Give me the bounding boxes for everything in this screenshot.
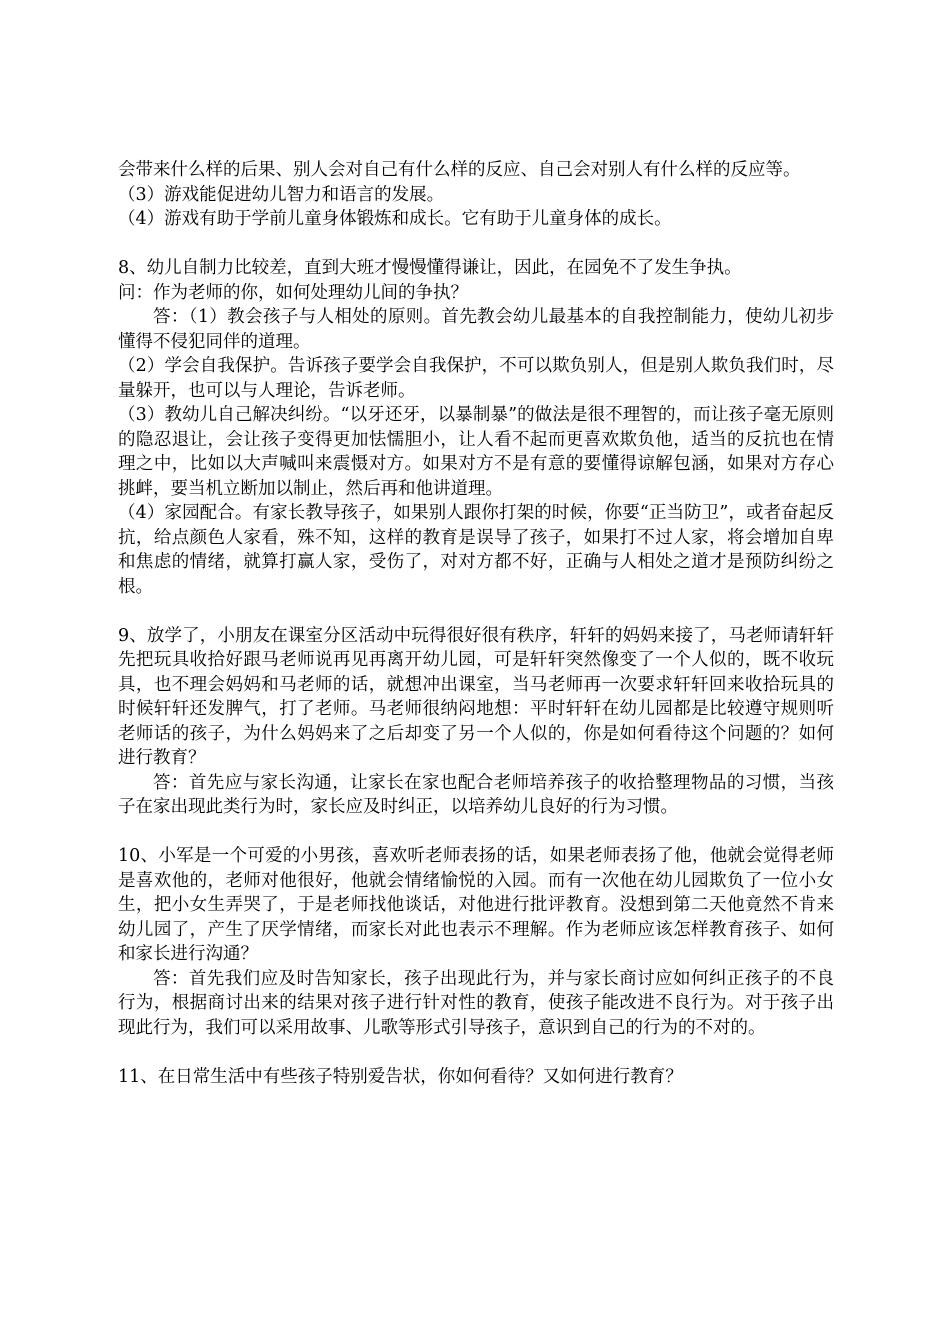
paragraph-gap [118, 599, 834, 624]
paragraph-item-3: （3）游戏能促进幼儿智力和语言的发展。 [118, 184, 445, 205]
answer-8-part-3: （3）教幼儿自己解决纠纷。“以牙还牙，以暴制暴”的做法是很不理智的，而让孩子毫无原则的隐忍退让，会让孩子变得更加怯懦胆小，让人看不起而更喜欢欺负他，适当的反抗也在情理之中，比如以大声喊叫来震慑对方。如果对方不是有意的要懂得谅解包涵，如果对方存心挑衅，要当机立断加以制止，然后再和他讲道理。 [118, 405, 834, 499]
question-8: 8、幼儿自制力比较差，直到大班才慢慢懂得谦让，因此，在园免不了发生争执。 [118, 258, 742, 278]
question-10: 10、小军是一个可爱的小男孩，喜欢听老师表扬的话，如果老师表扬了他，他就会觉得老师是喜欢他的，老师对他很好，他就会情绪愉悦的入园。而有一次他在幼儿园欺负了一位小女生，把小女生弄哭了，于是老师找他谈话，对他进行批评教育。没想到第二天他竟然不肯来幼儿园了，产生了厌学情绪，而家长对此也表示不理解。作为老师应该怎样教育孩子、如何和家长进行沟通？ [118, 846, 834, 964]
answer-9: 答：首先应与家长沟通，让家长在家也配合老师培养孩子的收拾整理物品的习惯，当孩子在家出现此类行为时，家长应及时纠正，以培养幼儿良好的行为习惯。 [118, 772, 834, 817]
question-11: 11、在日常生活中有些孩子特别爱告状，你如何看待？又如何进行教育？ [118, 1066, 683, 1087]
answer-8-part-4: （4）家园配合。有家长教导孩子，如果别人跟你打架的时候，你要“正当防卫”，或者奋起反抗，给点颜色人家看，殊不知，这样的教育是误导了孩子，如果打不过人家，将会增加自卑和焦虑的情绪，就算打赢人家，受伤了，对对方都不好，正确与人相处之道才是预防纠纷之根。 [118, 503, 834, 597]
paragraph-gap [118, 1040, 834, 1065]
paragraph-continuation: 会带来什么样的后果、别人会对自己有什么样的反应、自己会对别人有什么样的反应等。 [118, 160, 801, 180]
paragraph-item-4: （4）游戏有助于学前儿童身体锻炼和成长。它有助于儿童身体的成长。 [118, 209, 672, 229]
paragraph-gap [118, 232, 834, 257]
question-9: 9、放学了，小朋友在课室分区活动中玩得很好很有秩序，轩轩的妈妈来接了，马老师请轩轩先把玩具收拾好跟马老师说再见再离开幼儿园，可是轩轩突然像变了一个人似的，既不收玩具，也不理会妈妈和马老师的话，就想冲出课室，当马老师再一次要求轩轩回来收拾玩具的时候轩轩还发脾气，打了老师。马老师很纳闷地想：平时轩轩在幼儿园都是比较遵守规则听老师话的孩子，为什么妈妈来了之后却变了另一个人似的，你是如何看待这个问题的？如何进行教育？ [118, 625, 834, 768]
answer-8-part-2: （2）学会自我保护。告诉孩子要学会自我保护，不可以欺负别人，但是别人欺负我们时，尽量躲开，也可以与人理论，告诉老师。 [118, 356, 834, 401]
answer-10: 答：首先我们应及时告知家长，孩子出现此行为，并与家长商讨应如何纠正孩子的不良行为，根据商讨出来的结果对孩子进行针对性的教育，使孩子能改进不良行为。对于孩子出现此行为，我们可以采用故事、儿歌等形式引导孩子，意识到自己的行为的不对的。 [118, 968, 834, 1038]
document-page [118, 158, 834, 1089]
answer-8-part-1: 答：（1）教会孩子与人相处的原则。首先教会幼儿最基本的自我控制能力，使幼儿初步懂得不侵犯同伴的道理。 [118, 307, 834, 352]
paragraph-gap [118, 820, 834, 845]
question-8-ask: 问：作为老师的你，如何处理幼儿间的争执？ [118, 282, 468, 303]
